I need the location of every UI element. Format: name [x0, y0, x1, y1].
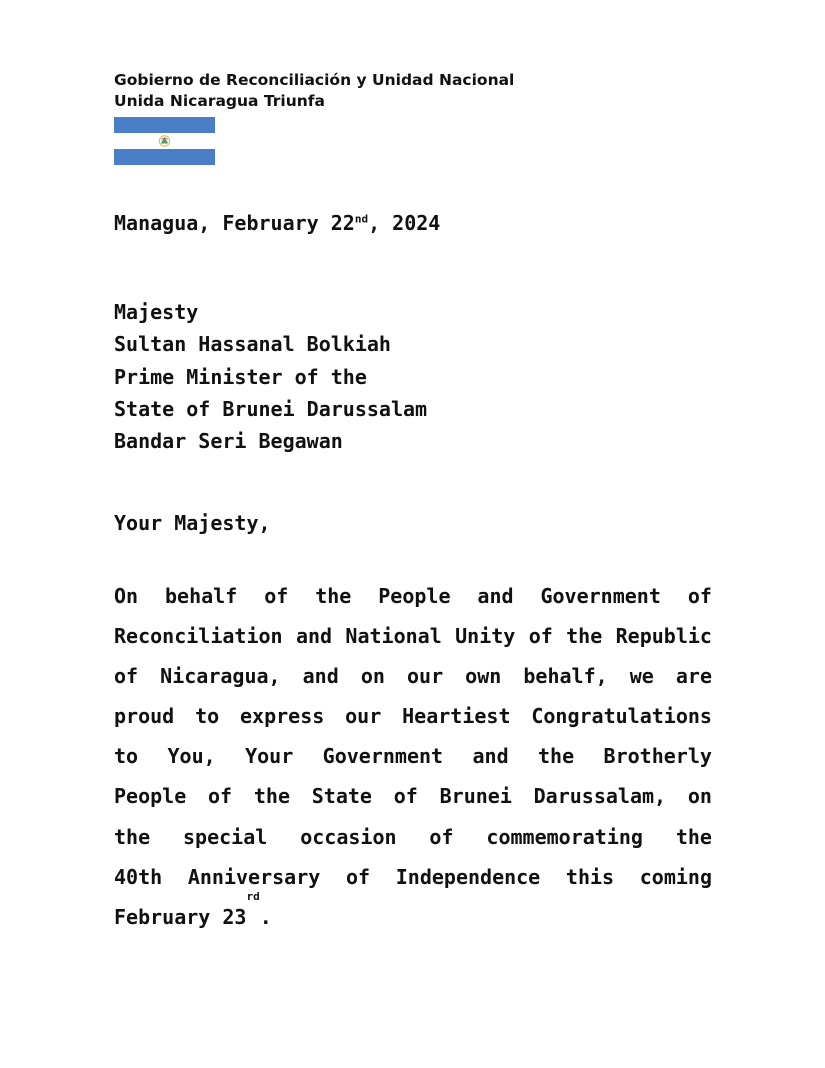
dateline [114, 210, 440, 236]
body-word: National [345, 624, 442, 649]
body-word: on [360, 664, 385, 689]
body-word: of [687, 584, 712, 608]
address-line: State of Brunei Darussalam [114, 396, 428, 421]
body-line [114, 616, 712, 656]
body-line [114, 776, 712, 816]
body-word: Your [245, 744, 294, 769]
body-word: own [465, 664, 502, 689]
body-word: Brunei [439, 784, 512, 809]
body-word: this [565, 864, 615, 889]
body-word: express [240, 704, 325, 729]
body-word: the [315, 584, 352, 608]
body-word: Brotherly [603, 744, 712, 769]
letterhead-line-1: Gobierno de Reconciliación y Unidad Nacional [114, 71, 515, 89]
body-word: Anniversary [187, 864, 321, 889]
body-word: the [538, 744, 575, 769]
body-word: behalf [165, 584, 238, 608]
body-word: on [687, 784, 712, 809]
dateline-ordinal: nd [354, 212, 369, 226]
body-word: Government [540, 584, 661, 608]
body-word: of [264, 584, 289, 608]
body-word: and [295, 624, 333, 649]
body-word: to [114, 744, 139, 769]
body-line [114, 696, 712, 736]
body-word: behalf, [523, 664, 608, 689]
body-word: Unity [455, 624, 516, 649]
body-word: our [345, 704, 382, 729]
body-word: People [114, 784, 187, 809]
body-word: of [528, 624, 553, 649]
body-word: proud [114, 704, 175, 729]
body-word: of [429, 824, 454, 849]
body-word: 40th [114, 864, 163, 889]
body-word: and [472, 744, 509, 769]
last-line-text: February 23 [114, 904, 247, 929]
body-word: the [675, 824, 712, 849]
letterhead-line-2: Unida Nicaragua Triunfa [114, 92, 326, 110]
last-line-suffix: . [259, 904, 272, 929]
body-word: Heartiest [402, 704, 511, 729]
dateline-prefix: Managua, February 22 [114, 211, 355, 235]
body-word: the [253, 784, 290, 809]
body-word: our [406, 664, 444, 689]
body-word: commemorating [486, 824, 643, 849]
body-word: Nicaragua, [160, 664, 281, 689]
body-line [114, 736, 712, 776]
body-line [114, 656, 712, 696]
body-word: of [208, 784, 233, 809]
letter-body [114, 576, 712, 937]
body-word: special [183, 824, 268, 849]
body-word: State [311, 784, 372, 809]
body-word: are [675, 664, 712, 689]
dateline-suffix: , 2024 [368, 211, 441, 235]
body-word: Congratulations [531, 704, 712, 729]
body-word: You, [167, 744, 216, 769]
address-line: Majesty [114, 300, 199, 324]
address-line: Sultan Hassanal Bolkiah [114, 332, 391, 357]
nicaragua-flag-icon [114, 117, 215, 165]
salutation: Your Majesty, [114, 511, 271, 535]
body-word: to [195, 704, 220, 729]
body-word: Reconciliation [114, 624, 283, 649]
body-word: Republic [615, 624, 712, 649]
body-word: On [114, 584, 139, 608]
letterhead [114, 70, 514, 112]
body-word: Independence [395, 864, 541, 889]
body-line [114, 817, 712, 857]
body-word: the [566, 624, 603, 649]
body-word: Government [322, 744, 444, 769]
body-last-line [114, 889, 712, 937]
body-word: coming [639, 864, 712, 889]
body-word: People [378, 584, 451, 608]
body-word: and [477, 584, 514, 608]
body-word: of [393, 784, 418, 809]
body-word: the [114, 824, 151, 849]
last-line-ordinal: rd [246, 889, 260, 903]
body-line [114, 576, 712, 616]
body-word: and [302, 664, 339, 689]
body-word: we [629, 664, 654, 689]
address-line: Prime Minister of the [114, 364, 367, 389]
recipient-address [114, 296, 427, 457]
body-word: occasion [300, 824, 397, 849]
body-word: of [345, 864, 371, 889]
body-word: Darussalam, [533, 784, 667, 809]
body-word: of [114, 664, 139, 689]
address-line: Bandar Seri Begawan [114, 429, 343, 454]
body-line [114, 857, 712, 897]
